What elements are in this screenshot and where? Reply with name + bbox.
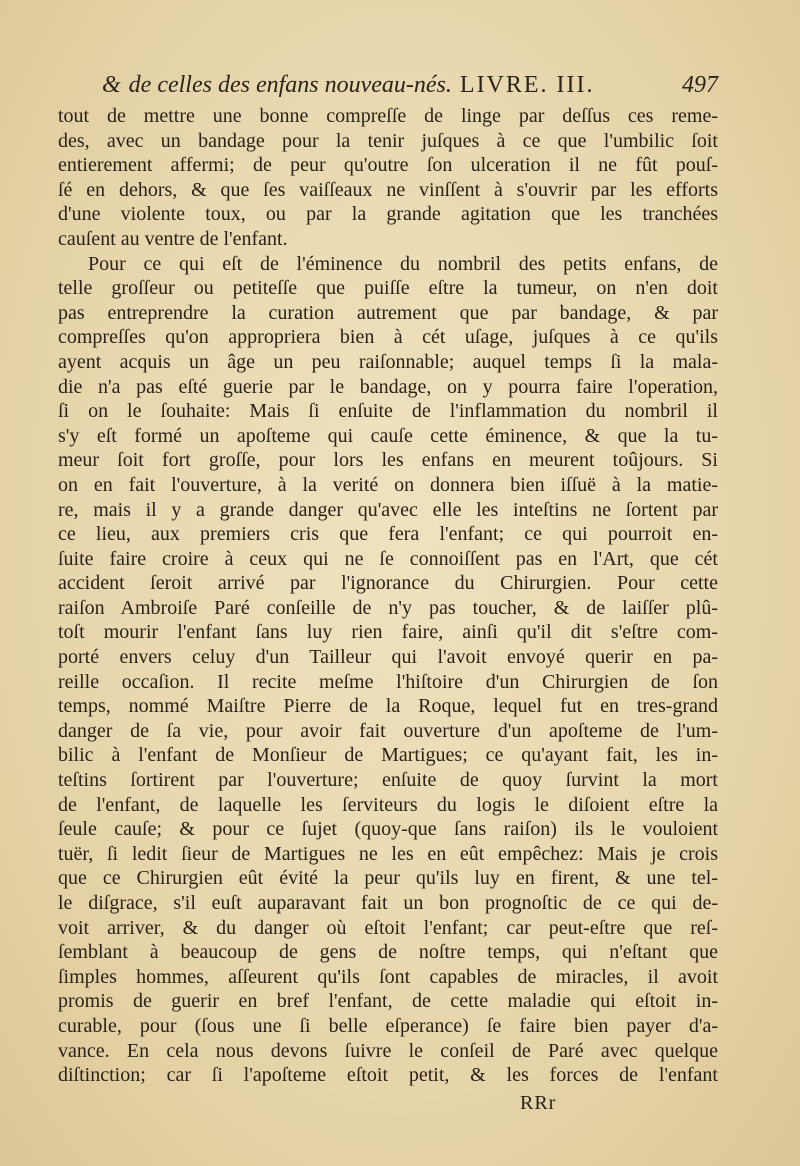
text-line: que ce Chirurgien eût évité la peur qu'ils luy en firent, & une tel-	[58, 867, 718, 890]
text-line: raiſon Ambroiſe Paré conſeille de n'y pas toucher, & de laiſſer plû-	[58, 596, 718, 619]
text-line: curable, pour (ſous une ſi belle eſperance) ſe faire bien payer d'a-	[58, 1014, 718, 1037]
text-line: Pour ce qui eſt de l'éminence du nombril des petits enfans, de	[88, 252, 718, 275]
text-line: temps, nommé Maiſtre Pierre de la Roque, lequel fut en tres-grand	[58, 695, 718, 718]
text-line: on en fait l'ouverture, à la verité on donnera bien iſſuë à la matie-	[58, 473, 718, 496]
text-line: ſé en dehors, & que ſes vaiſſeaux ne vinſſent à s'ouvrir par les efforts	[58, 178, 718, 201]
text-line: toſt mourir l'enfant ſans luy rien faire, ainſi qu'il dit s'eſtre com-	[58, 621, 718, 644]
text-line: ce lieu, aux premiers cris que fera l'enfant; ce qui pourroit en-	[58, 523, 718, 546]
text-line: meur ſoit fort groſſe, pour lors les enfans en meurent toûjours. Si	[58, 449, 718, 472]
text-line: die n'a pas eſté guerie par le bandage, on y pourra faire l'operation,	[58, 375, 718, 398]
running-header	[102, 72, 718, 108]
text-line: des, avec un bandage pour la tenir juſques à ce que l'umbilic ſoit	[58, 129, 718, 152]
text-line: voit arriver, & du danger où eſtoit l'enfant; car peut-eſtre que reſ-	[58, 916, 718, 939]
text-line: ſemblant à beaucoup de gens de noſtre temps, qui n'eſtant que	[58, 941, 718, 964]
text-line: de l'enfant, de laquelle les ſerviteurs du logis le diſoient eſtre la	[58, 793, 718, 816]
text-line: pas entreprendre la curation autrement que par bandage, & par	[58, 301, 718, 324]
text-line: ſeule cauſe; & pour ce ſujet (quoy-que ſans raiſon) ils le vouloient	[58, 818, 718, 841]
text-line: entierement affermi; de peur qu'outre ſon ulceration il ne fût pouſ-	[58, 154, 718, 177]
text-line: porté envers celuy d'un Tailleur qui l'avoit envoyé querir en pa-	[58, 646, 718, 669]
text-line: teſtins ſortirent par l'ouverture; enſuite de quoy ſurvint la mort	[58, 769, 718, 792]
text-line: vance. En cela nous devons ſuivre le conſeil de Paré avec quelque	[58, 1039, 718, 1062]
text-line: promis de guerir en bref l'enfant, de cette maladie qui eſtoit in-	[58, 990, 718, 1013]
text-line: accident ſeroit arrivé par l'ignorance du Chirurgien. Pour cette	[58, 572, 718, 595]
text-line: compreſſes qu'on appropriera bien à cét uſage, juſques à ce qu'ils	[58, 326, 718, 349]
text-line: tuër, ſi ledit ſieur de Martigues ne les en eût empêchez: Mais je crois	[58, 842, 718, 865]
text-line: reille occaſion. Il recite meſme l'hiſtoire d'un Chirurgien de ſon	[58, 670, 718, 693]
text-line: diſtinction; car ſi l'apoſteme eſtoit petit, & les forces de l'enfant	[58, 1064, 718, 1087]
text-line: telle groſſeur ou petiteſſe que puiſſe eſtre la tumeur, on n'en doit	[58, 277, 718, 300]
text-line: d'une violente toux, ou par la grande agitation que les tranchées	[58, 203, 718, 226]
text-line: s'y eſt formé un apoſteme qui cauſe cette éminence, & que la tu-	[58, 424, 718, 447]
text-line: ſi on le ſouhaite: Mais ſi enſuite de l'inflammation du nombril il	[58, 400, 718, 423]
text-line: bilic à l'enfant de Monſieur de Martigues; ce qu'ayant fait, les in-	[58, 744, 718, 767]
text-line: ſuite faire croire à ceux qui ne ſe connoiſſent pas en l'Art, que cét	[58, 547, 718, 570]
body-text	[58, 104, 718, 1088]
text-line: ſimples hommes, aſſeurent qu'ils ſont capables de miracles, il avoit	[58, 965, 718, 988]
page-number: 497	[682, 72, 718, 98]
text-line: ayent acquis un âge un peu raiſonnable; auquel temps ſi la mala-	[58, 350, 718, 373]
text-line: cauſent au ventre de l'enfant.	[58, 227, 288, 250]
text-line: re, mais il y a grande danger qu'avec elle les inteſtins ne ſortent par	[58, 498, 718, 521]
text-line: le diſgrace, s'il euſt auparavant fait un bon prognoſtic de ce qui de-	[58, 892, 718, 914]
text-line: danger de ſa vie, pour avoir fait ouverture d'un apoſteme de l'um-	[58, 719, 718, 742]
header-book: LIVRE. III.	[459, 72, 595, 98]
header-ampersand: &	[102, 72, 121, 98]
text-line: tout de mettre une bonne compreſſe de linge par deſſus ces reme-	[58, 105, 718, 127]
header-title: de celles des enfans nouveau-nés.	[128, 72, 452, 98]
catchword: RRr	[520, 1092, 557, 1114]
